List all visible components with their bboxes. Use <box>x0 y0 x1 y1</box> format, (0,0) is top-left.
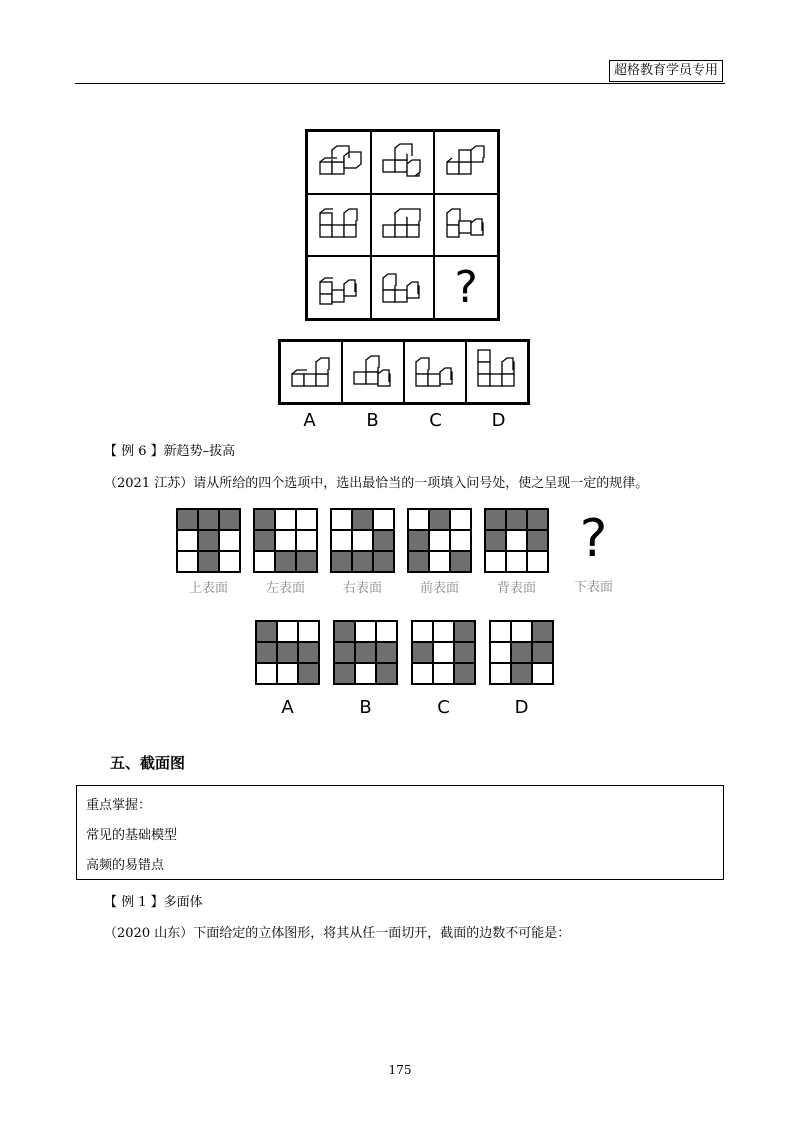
face-grid <box>255 620 320 685</box>
option-label: C <box>437 697 450 718</box>
cube-options-row <box>278 339 530 405</box>
face-grid <box>407 508 472 573</box>
cube-figure <box>307 131 371 194</box>
shaded-cell <box>198 530 219 551</box>
shaded-cell <box>408 530 429 551</box>
shaded-cell <box>527 530 548 551</box>
shaded-cell <box>532 642 553 663</box>
shaded-cell <box>511 642 532 663</box>
shaded-cell <box>376 642 397 663</box>
shaded-cell <box>454 663 475 684</box>
shaded-cell <box>177 509 198 530</box>
option-d-figure <box>466 341 528 403</box>
shaded-cell <box>454 621 475 642</box>
cube-figure <box>371 256 435 319</box>
cube-figure <box>307 256 371 319</box>
cube-figure <box>434 194 498 257</box>
option-a[interactable] <box>255 620 320 718</box>
shaded-cell <box>429 509 450 530</box>
face-grid <box>411 620 476 685</box>
face-label: 下表面 <box>573 580 613 595</box>
key-point: 高频的易错点 <box>86 858 165 873</box>
blank-cell <box>254 551 275 572</box>
example1-question: （2020 山东）下面给定的立体图形，将其从任一面切开，截面的边数不可能是： <box>104 926 571 941</box>
shaded-cell <box>506 509 527 530</box>
option-d[interactable] <box>489 620 554 718</box>
face-right <box>330 508 395 596</box>
shaded-cell <box>450 551 471 572</box>
blank-cell <box>527 551 548 572</box>
blank-cell <box>490 663 511 684</box>
cube-figure <box>307 194 371 257</box>
face-grid <box>484 508 549 573</box>
option-label: B <box>366 410 379 431</box>
blank-cell <box>177 551 198 572</box>
option-label: A <box>281 697 294 718</box>
shaded-cell <box>254 530 275 551</box>
shaded-cell <box>527 509 548 530</box>
blank-cell <box>490 621 511 642</box>
blank-cell <box>355 663 376 684</box>
shaded-cell <box>331 551 352 572</box>
shaded-cell <box>298 663 319 684</box>
example6-question: （2021 江苏）请从所给的四个选项中，选出最恰当的一项填入问号处，使之呈现一定的规律。 <box>104 476 649 491</box>
blank-cell <box>177 530 198 551</box>
face-grid <box>333 620 398 685</box>
shaded-cell <box>254 509 275 530</box>
blank-cell <box>219 551 240 572</box>
header-rule <box>75 83 725 84</box>
question-mark: ? <box>579 509 608 569</box>
cube-figure <box>371 131 435 194</box>
blank-cell <box>277 621 298 642</box>
blank-cell <box>373 509 394 530</box>
option-c-figure <box>404 341 466 403</box>
page-number: 175 <box>388 1063 412 1077</box>
face-label: 左表面 <box>265 581 305 596</box>
shaded-cell <box>296 551 317 572</box>
shaded-cell <box>275 551 296 572</box>
blank-cell <box>429 530 450 551</box>
shaded-cell <box>334 642 355 663</box>
shaded-cell <box>198 551 219 572</box>
shaded-cell <box>373 551 394 572</box>
option-c[interactable] <box>411 620 476 718</box>
blank-cell <box>506 551 527 572</box>
blank-cell <box>275 509 296 530</box>
blank-cell <box>331 530 352 551</box>
blank-cell <box>296 509 317 530</box>
shaded-cell <box>256 642 277 663</box>
shaded-cell <box>376 663 397 684</box>
option-label: B <box>359 697 372 718</box>
blank-cell <box>433 663 454 684</box>
key-point: 重点掌握： <box>86 798 152 813</box>
shaded-cell <box>454 642 475 663</box>
key-points-box <box>76 785 724 880</box>
blank-cell <box>450 509 471 530</box>
blank-cell <box>433 642 454 663</box>
example1-title: 【 例 1 】多面体 <box>104 895 203 910</box>
blank-cell <box>506 530 527 551</box>
shaded-cell <box>352 551 373 572</box>
blank-cell <box>433 621 454 642</box>
blank-cell <box>355 621 376 642</box>
cube-figure <box>434 131 498 194</box>
shaded-cell <box>334 663 355 684</box>
example6-title: 【 例 6 】新趋势–拔高 <box>104 444 236 459</box>
face-grid <box>330 508 395 573</box>
blank-cell <box>429 551 450 572</box>
face-label: 上表面 <box>188 581 228 596</box>
question-mark: ? <box>434 256 498 319</box>
shaded-cell <box>485 509 506 530</box>
blank-cell <box>275 530 296 551</box>
face-label: 右表面 <box>342 581 382 596</box>
shaded-cell <box>277 642 298 663</box>
blank-cell <box>331 509 352 530</box>
section-title: 五、截面图 <box>110 754 186 772</box>
face-grid <box>253 508 318 573</box>
shaded-cell <box>412 642 433 663</box>
cube-puzzle-grid <box>305 129 500 321</box>
key-point: 常见的基础模型 <box>86 828 178 843</box>
shaded-cell <box>532 621 553 642</box>
blank-cell <box>296 530 317 551</box>
option-b[interactable] <box>333 620 398 718</box>
blank-cell <box>490 642 511 663</box>
blank-cell <box>277 663 298 684</box>
blank-cell <box>511 621 532 642</box>
shaded-cell <box>198 509 219 530</box>
shaded-cell <box>298 642 319 663</box>
example6-options <box>255 620 554 718</box>
option-label: A <box>303 410 316 431</box>
shaded-cell <box>485 530 506 551</box>
shaded-cell <box>355 642 376 663</box>
shaded-cell <box>352 509 373 530</box>
blank-cell <box>450 530 471 551</box>
cube-figure <box>371 194 435 257</box>
shaded-cell <box>373 530 394 551</box>
option-label: D <box>491 410 506 431</box>
face-label: 前表面 <box>419 581 459 596</box>
shaded-cell <box>408 551 429 572</box>
face-bottom <box>561 508 626 596</box>
face-label: 背表面 <box>496 581 536 596</box>
shaded-cell <box>219 509 240 530</box>
option-labels <box>278 410 530 431</box>
blank-cell <box>219 530 240 551</box>
face-grid <box>489 620 554 685</box>
blank-cell <box>485 551 506 572</box>
option-label: C <box>429 410 442 431</box>
blank-cell <box>532 663 553 684</box>
face-back <box>484 508 549 596</box>
blank-cell <box>408 509 429 530</box>
option-label: D <box>514 697 529 718</box>
blank-cell <box>256 663 277 684</box>
blank-cell <box>412 663 433 684</box>
shaded-cell <box>256 621 277 642</box>
blank-cell <box>352 530 373 551</box>
option-b-figure <box>342 341 404 403</box>
blank-cell <box>376 621 397 642</box>
shaded-cell <box>511 663 532 684</box>
option-a-figure <box>280 341 342 403</box>
face-left <box>253 508 318 596</box>
face-top <box>176 508 241 596</box>
blank-cell <box>412 621 433 642</box>
header-badge: 超格教育学员专用 <box>609 60 723 82</box>
face-front <box>407 508 472 596</box>
faces-row <box>176 508 626 596</box>
shaded-cell <box>334 621 355 642</box>
blank-cell <box>298 621 319 642</box>
face-grid <box>176 508 241 573</box>
